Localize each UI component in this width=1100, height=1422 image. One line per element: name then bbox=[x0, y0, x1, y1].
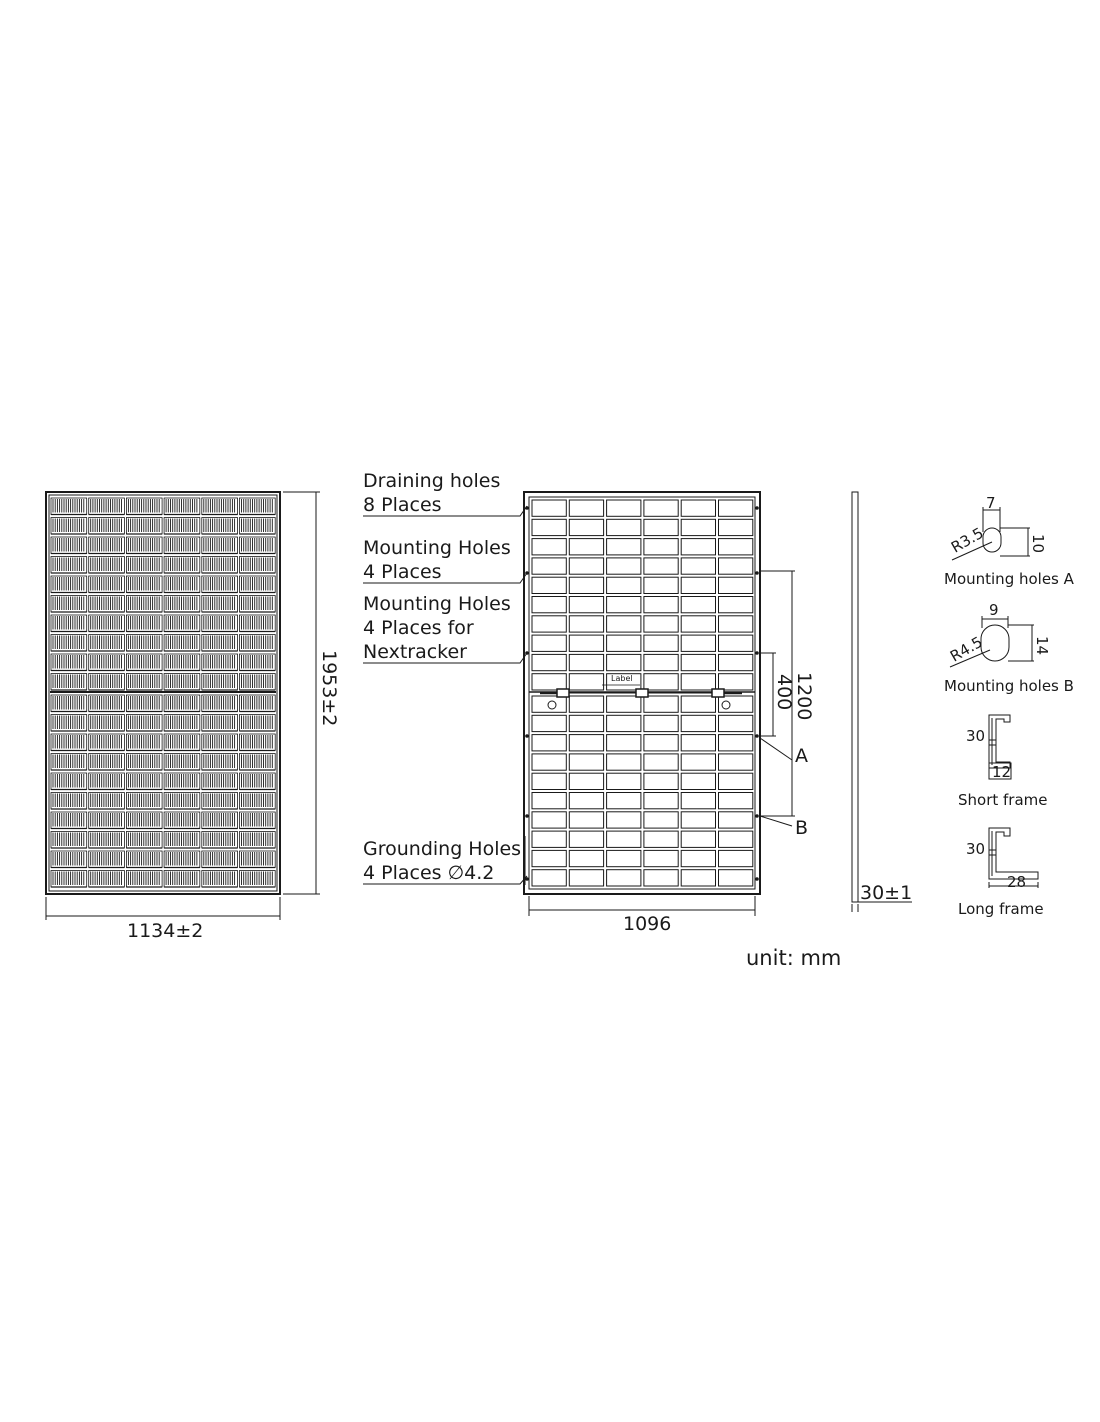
rear-cell bbox=[719, 539, 753, 555]
front-cell bbox=[126, 734, 162, 751]
front-cell bbox=[89, 674, 125, 691]
rear-cell bbox=[569, 577, 603, 593]
rear-cell bbox=[719, 654, 753, 670]
front-cell bbox=[89, 851, 125, 868]
front-cell bbox=[51, 518, 87, 535]
front-cell bbox=[51, 812, 87, 829]
rear-cell bbox=[569, 831, 603, 847]
rear-cell bbox=[644, 635, 678, 651]
front-cell bbox=[202, 518, 238, 535]
rear-cell bbox=[644, 831, 678, 847]
rear-cell bbox=[569, 773, 603, 789]
rear-cell bbox=[607, 735, 641, 751]
rear-cell bbox=[681, 812, 715, 828]
rear-cell bbox=[681, 616, 715, 632]
rear-cell bbox=[532, 831, 566, 847]
rear-cell bbox=[532, 635, 566, 651]
rear-width-label: 1096 bbox=[623, 913, 672, 935]
front-cell bbox=[89, 596, 125, 613]
rear-cell bbox=[644, 500, 678, 516]
front-cell bbox=[240, 715, 276, 732]
hole-b-height: 14 bbox=[1033, 636, 1051, 656]
front-cell bbox=[202, 498, 238, 515]
rear-cell bbox=[607, 870, 641, 886]
front-cell bbox=[164, 734, 200, 751]
front-cell bbox=[126, 537, 162, 554]
rear-cell bbox=[569, 850, 603, 866]
front-cell bbox=[126, 635, 162, 652]
rear-cell bbox=[569, 616, 603, 632]
rear-cell bbox=[719, 597, 753, 613]
rear-cell bbox=[569, 654, 603, 670]
front-cell bbox=[89, 754, 125, 771]
front-cell bbox=[240, 851, 276, 868]
front-cell bbox=[89, 635, 125, 652]
front-cell bbox=[89, 518, 125, 535]
front-cell bbox=[164, 674, 200, 691]
rear-cell bbox=[719, 793, 753, 809]
front-cell bbox=[202, 754, 238, 771]
rear-cell bbox=[532, 754, 566, 770]
rear-cell bbox=[644, 793, 678, 809]
rear-cell bbox=[569, 735, 603, 751]
front-cell bbox=[202, 715, 238, 732]
rear-cell bbox=[644, 674, 678, 690]
rear-cell bbox=[644, 773, 678, 789]
front-cell bbox=[51, 851, 87, 868]
rear-cell bbox=[719, 519, 753, 535]
rear-cell bbox=[607, 812, 641, 828]
rear-cell bbox=[681, 597, 715, 613]
thickness-label: 30±1 bbox=[860, 882, 913, 904]
rear-cell bbox=[532, 519, 566, 535]
draining-holes-callout bbox=[363, 469, 500, 517]
front-cell bbox=[202, 812, 238, 829]
rear-cell bbox=[532, 793, 566, 809]
rear-cell bbox=[719, 500, 753, 516]
front-cell bbox=[240, 576, 276, 593]
rear-cell bbox=[644, 850, 678, 866]
rear-cell bbox=[569, 539, 603, 555]
mounting-holes-line-2: 4 Places bbox=[363, 561, 442, 583]
front-cell bbox=[164, 498, 200, 515]
front-cell bbox=[164, 537, 200, 554]
rear-cell bbox=[681, 558, 715, 574]
rear-cell bbox=[681, 870, 715, 886]
rear-cell bbox=[681, 773, 715, 789]
rear-cell bbox=[532, 773, 566, 789]
rear-cell bbox=[532, 850, 566, 866]
front-cell bbox=[202, 537, 238, 554]
front-cell bbox=[51, 674, 87, 691]
front-cell bbox=[202, 557, 238, 574]
long-frame-height: 30 bbox=[966, 840, 986, 858]
hole-a-height: 10 bbox=[1029, 534, 1047, 554]
rear-cell bbox=[607, 558, 641, 574]
front-cell bbox=[202, 793, 238, 810]
hole-a-radius: R3.5 bbox=[948, 523, 987, 557]
front-cell bbox=[51, 715, 87, 732]
front-cell bbox=[51, 871, 87, 888]
rear-cell bbox=[569, 635, 603, 651]
rear-cell bbox=[569, 558, 603, 574]
front-cell bbox=[89, 812, 125, 829]
nextracker-holes-callout bbox=[363, 592, 511, 664]
front-cell bbox=[51, 615, 87, 632]
front-cell bbox=[126, 754, 162, 771]
draining-holes-line-2: 8 Places bbox=[363, 494, 442, 516]
nextracker-line-1: Mounting Holes bbox=[363, 593, 511, 615]
front-cell bbox=[89, 773, 125, 790]
rear-cell bbox=[532, 577, 566, 593]
front-cell bbox=[126, 851, 162, 868]
rear-cell bbox=[532, 696, 566, 712]
short-frame-height: 30 bbox=[966, 727, 986, 745]
rear-cell bbox=[681, 735, 715, 751]
front-cell bbox=[202, 576, 238, 593]
rear-cell bbox=[681, 850, 715, 866]
rear-cell bbox=[719, 773, 753, 789]
rear-cell bbox=[681, 577, 715, 593]
rear-cell bbox=[569, 812, 603, 828]
front-cell bbox=[240, 754, 276, 771]
front-cell bbox=[202, 734, 238, 751]
front-cell bbox=[89, 715, 125, 732]
front-cell bbox=[164, 812, 200, 829]
dimension-400-label: 400 bbox=[773, 674, 795, 711]
nextracker-line-2: 4 Places for bbox=[363, 617, 474, 639]
front-cell bbox=[164, 754, 200, 771]
front-cell bbox=[240, 773, 276, 790]
front-cell bbox=[240, 518, 276, 535]
rear-cell bbox=[719, 715, 753, 731]
rear-cell bbox=[644, 597, 678, 613]
hole-b-width: 9 bbox=[989, 601, 999, 619]
front-cell bbox=[51, 635, 87, 652]
rear-cell bbox=[607, 539, 641, 555]
rear-cell bbox=[607, 654, 641, 670]
front-cell bbox=[126, 793, 162, 810]
rear-cell bbox=[719, 850, 753, 866]
rear-cell bbox=[719, 735, 753, 751]
rear-cell bbox=[644, 735, 678, 751]
front-cell bbox=[51, 576, 87, 593]
front-cell bbox=[202, 832, 238, 849]
short-frame-width: 12 bbox=[992, 763, 1012, 781]
front-cell bbox=[202, 773, 238, 790]
front-cell bbox=[164, 596, 200, 613]
hole-b-title: Mounting holes B bbox=[944, 677, 1074, 695]
front-cell bbox=[240, 596, 276, 613]
junction-box-center bbox=[636, 689, 648, 697]
rear-cell bbox=[532, 597, 566, 613]
rear-cell bbox=[681, 793, 715, 809]
long-frame-width: 28 bbox=[1007, 873, 1027, 891]
rear-cell bbox=[607, 850, 641, 866]
rear-cell bbox=[681, 831, 715, 847]
front-cell bbox=[126, 557, 162, 574]
front-cell bbox=[240, 871, 276, 888]
rear-cell bbox=[607, 577, 641, 593]
marker-b: B bbox=[795, 817, 809, 839]
front-cell bbox=[89, 498, 125, 515]
front-cell bbox=[89, 832, 125, 849]
rear-cell bbox=[681, 696, 715, 712]
rear-cell bbox=[569, 519, 603, 535]
front-cell bbox=[202, 596, 238, 613]
rear-cell bbox=[532, 558, 566, 574]
rear-cell bbox=[569, 696, 603, 712]
side-view-frame bbox=[852, 492, 912, 912]
hole-a-width: 7 bbox=[986, 494, 996, 512]
rear-cell bbox=[532, 735, 566, 751]
front-cell bbox=[51, 754, 87, 771]
rear-cell bbox=[719, 616, 753, 632]
front-cell bbox=[240, 832, 276, 849]
front-cell bbox=[164, 518, 200, 535]
rear-cell bbox=[607, 793, 641, 809]
grounding-holes-line-2: 4 Places ∅4.2 bbox=[363, 862, 495, 884]
rear-cell bbox=[681, 539, 715, 555]
rear-cell bbox=[607, 519, 641, 535]
nextracker-line-3: Nextracker bbox=[363, 641, 467, 663]
rear-cell bbox=[532, 654, 566, 670]
label-tag: Label bbox=[611, 674, 633, 683]
front-cell bbox=[202, 635, 238, 652]
junction-box-left bbox=[557, 689, 569, 697]
rear-cell bbox=[532, 500, 566, 516]
front-height-dimension bbox=[283, 492, 320, 894]
front-cell bbox=[126, 498, 162, 515]
front-cell bbox=[126, 674, 162, 691]
rear-view-panel bbox=[524, 492, 760, 894]
mounting-holes-line-1: Mounting Holes bbox=[363, 537, 511, 559]
rear-cell bbox=[644, 558, 678, 574]
front-cell bbox=[164, 615, 200, 632]
front-cell bbox=[51, 557, 87, 574]
front-cell bbox=[240, 812, 276, 829]
front-cell bbox=[240, 734, 276, 751]
rear-cell bbox=[569, 597, 603, 613]
front-cell bbox=[126, 715, 162, 732]
dimension-1200-label: 1200 bbox=[793, 672, 815, 721]
rear-cell bbox=[607, 831, 641, 847]
front-cell bbox=[126, 812, 162, 829]
rear-cell bbox=[719, 812, 753, 828]
front-cell bbox=[240, 654, 276, 671]
front-cell bbox=[126, 832, 162, 849]
rear-cell bbox=[719, 674, 753, 690]
front-cell bbox=[202, 654, 238, 671]
rear-cell bbox=[569, 793, 603, 809]
rear-cell bbox=[644, 696, 678, 712]
rear-cell bbox=[569, 500, 603, 516]
front-cell bbox=[126, 576, 162, 593]
rear-cell bbox=[719, 577, 753, 593]
front-cell bbox=[51, 832, 87, 849]
rear-cell bbox=[532, 870, 566, 886]
unit-label: unit: mm bbox=[746, 946, 842, 970]
rear-cell bbox=[607, 597, 641, 613]
long-frame-title: Long frame bbox=[958, 900, 1044, 918]
rear-cell bbox=[532, 539, 566, 555]
rear-cell bbox=[607, 616, 641, 632]
rear-cell bbox=[644, 577, 678, 593]
rear-cell bbox=[607, 635, 641, 651]
front-cell bbox=[164, 715, 200, 732]
front-cell bbox=[240, 537, 276, 554]
draining-holes-line-1: Draining holes bbox=[363, 470, 501, 492]
front-cell bbox=[164, 871, 200, 888]
front-cell bbox=[202, 695, 238, 712]
front-cell bbox=[51, 734, 87, 751]
front-cell bbox=[202, 851, 238, 868]
front-cell bbox=[164, 654, 200, 671]
rear-cell bbox=[569, 674, 603, 690]
rear-cell bbox=[607, 696, 641, 712]
rear-cell bbox=[719, 696, 753, 712]
front-cell bbox=[202, 674, 238, 691]
rear-cell bbox=[719, 754, 753, 770]
front-cell bbox=[164, 695, 200, 712]
grounding-holes-line-1: Grounding Holes bbox=[363, 838, 522, 860]
front-cell bbox=[202, 615, 238, 632]
front-cell bbox=[51, 654, 87, 671]
rear-cell bbox=[681, 519, 715, 535]
rear-cell bbox=[607, 773, 641, 789]
front-cell bbox=[164, 773, 200, 790]
front-cell bbox=[51, 773, 87, 790]
front-height-label: 1953±2 bbox=[318, 650, 340, 727]
front-cell bbox=[240, 635, 276, 652]
front-cell bbox=[126, 695, 162, 712]
rear-cell bbox=[644, 870, 678, 886]
rear-cell bbox=[644, 616, 678, 632]
rear-cell bbox=[569, 715, 603, 731]
mounting-holes-callout bbox=[363, 536, 511, 584]
front-cell bbox=[164, 832, 200, 849]
front-cell bbox=[51, 537, 87, 554]
rear-cell bbox=[681, 674, 715, 690]
front-cell bbox=[240, 674, 276, 691]
short-frame-title: Short frame bbox=[958, 791, 1048, 809]
rear-cell bbox=[644, 654, 678, 670]
front-cell bbox=[164, 793, 200, 810]
rear-cell bbox=[644, 519, 678, 535]
junction-box-right bbox=[712, 689, 724, 697]
front-cell bbox=[240, 615, 276, 632]
rear-cell bbox=[532, 812, 566, 828]
rear-cell bbox=[681, 654, 715, 670]
front-cell bbox=[89, 695, 125, 712]
rear-cell bbox=[607, 754, 641, 770]
rear-cell bbox=[681, 500, 715, 516]
rear-cell bbox=[719, 870, 753, 886]
front-cell bbox=[240, 695, 276, 712]
rear-cell bbox=[532, 715, 566, 731]
hole-b-radius: R4.5 bbox=[947, 632, 986, 666]
front-cell bbox=[126, 518, 162, 535]
front-cell bbox=[126, 773, 162, 790]
hole-a-title: Mounting holes A bbox=[944, 570, 1074, 588]
front-cell bbox=[240, 557, 276, 574]
rear-cell bbox=[719, 831, 753, 847]
front-cell bbox=[164, 851, 200, 868]
rear-cell bbox=[644, 754, 678, 770]
rear-cell bbox=[569, 870, 603, 886]
marker-a: A bbox=[795, 745, 808, 767]
rear-cell bbox=[681, 754, 715, 770]
rear-cell bbox=[569, 754, 603, 770]
front-cell bbox=[240, 498, 276, 515]
front-cell bbox=[126, 596, 162, 613]
rear-cell bbox=[681, 715, 715, 731]
rear-cell bbox=[532, 616, 566, 632]
front-view-panel bbox=[46, 492, 280, 894]
front-cell bbox=[240, 793, 276, 810]
front-cell bbox=[51, 498, 87, 515]
front-width-dimension bbox=[46, 897, 280, 920]
front-cell bbox=[164, 635, 200, 652]
rear-cell bbox=[644, 812, 678, 828]
rear-cell bbox=[644, 539, 678, 555]
rear-cell bbox=[607, 715, 641, 731]
front-cell bbox=[126, 871, 162, 888]
front-cell bbox=[89, 615, 125, 632]
front-cell bbox=[126, 654, 162, 671]
grounding-holes-callout bbox=[363, 837, 521, 885]
rear-cell bbox=[607, 500, 641, 516]
front-cell bbox=[89, 793, 125, 810]
front-cell bbox=[51, 695, 87, 712]
front-cell bbox=[164, 576, 200, 593]
rear-cell bbox=[681, 635, 715, 651]
front-cell bbox=[51, 793, 87, 810]
front-cell bbox=[89, 576, 125, 593]
front-cell bbox=[89, 734, 125, 751]
rear-cell bbox=[532, 674, 566, 690]
rear-cell bbox=[644, 715, 678, 731]
front-cell bbox=[126, 615, 162, 632]
front-cell bbox=[51, 596, 87, 613]
front-cell bbox=[89, 537, 125, 554]
front-width-label: 1134±2 bbox=[127, 920, 204, 942]
front-cell bbox=[164, 557, 200, 574]
front-cell bbox=[89, 557, 125, 574]
rear-cell bbox=[719, 635, 753, 651]
front-cell bbox=[202, 871, 238, 888]
front-cell bbox=[89, 871, 125, 888]
rear-cell bbox=[719, 558, 753, 574]
front-cell bbox=[89, 654, 125, 671]
